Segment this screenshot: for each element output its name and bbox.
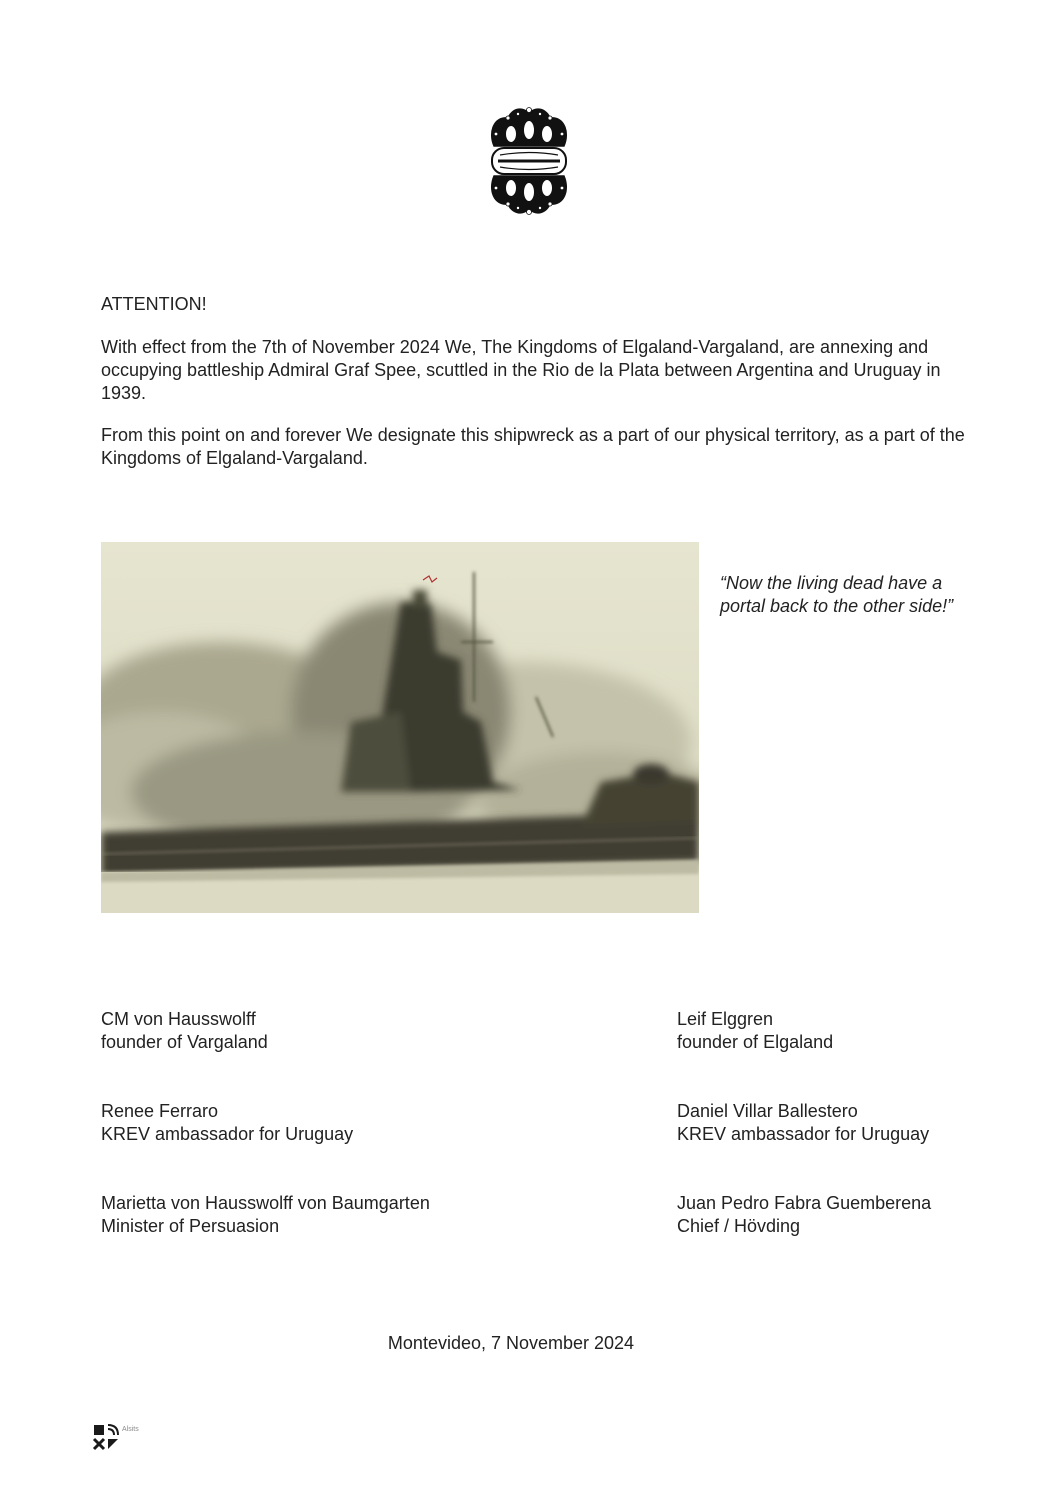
signatory-name: Leif Elggren: [677, 1009, 774, 1029]
signatory-title: Chief / Hövding: [677, 1216, 801, 1236]
signatory-ambassador-2: [677, 1100, 929, 1146]
quote-text: “Now the living dead have a portal back to the other side!”: [720, 573, 954, 616]
footer-logo-text: Alsits: [122, 1426, 139, 1433]
place-date: Montevideo, 7 November 2024: [387, 1333, 635, 1353]
signatory-title: founder of Vargaland: [101, 1032, 268, 1052]
crown-crest-icon: [486, 104, 572, 218]
signatory-title: KREV ambassador for Uruguay: [101, 1124, 354, 1144]
signatory-title: KREV ambassador for Uruguay: [677, 1124, 930, 1144]
footer-logo: [92, 1423, 232, 1451]
signatory-minister: [101, 1192, 430, 1238]
territory-paragraph: From this point on and forever We designate this shipwreck as a part of our physical territory, as a part of the Kingdoms of Elgaland-Vargaland.: [101, 425, 965, 468]
attention-heading: ATTENTION!: [101, 294, 207, 314]
annexation-paragraph: With effect from the 7th of November 2024 We, The Kingdoms of Elgaland-Vargaland, are annexing and occupying battleship Admiral Graf Spee, scuttled in the Rio de la Plata between Argentina and Uruguay in 1939.: [101, 337, 941, 403]
signatory-name: Marietta von Hausswolff von Baumgarten: [101, 1193, 430, 1213]
signatory-vargaland: [101, 1008, 268, 1054]
signatory-title: founder of Elgaland: [677, 1032, 834, 1052]
signatory-name: CM von Hausswolff: [101, 1009, 256, 1029]
signatory-chief: [677, 1192, 931, 1238]
signatory-title: Minister of Persuasion: [101, 1216, 280, 1236]
signatory-name: Daniel Villar Ballestero: [677, 1101, 858, 1121]
signatory-ambassador-1: [101, 1100, 353, 1146]
institution-logo-icon: [92, 1423, 120, 1451]
signatory-name: Renee Ferraro: [101, 1101, 219, 1121]
battleship-photo: [101, 542, 699, 913]
signatory-name: Juan Pedro Fabra Guemberena: [677, 1193, 932, 1213]
signatory-elgaland: [677, 1008, 833, 1054]
